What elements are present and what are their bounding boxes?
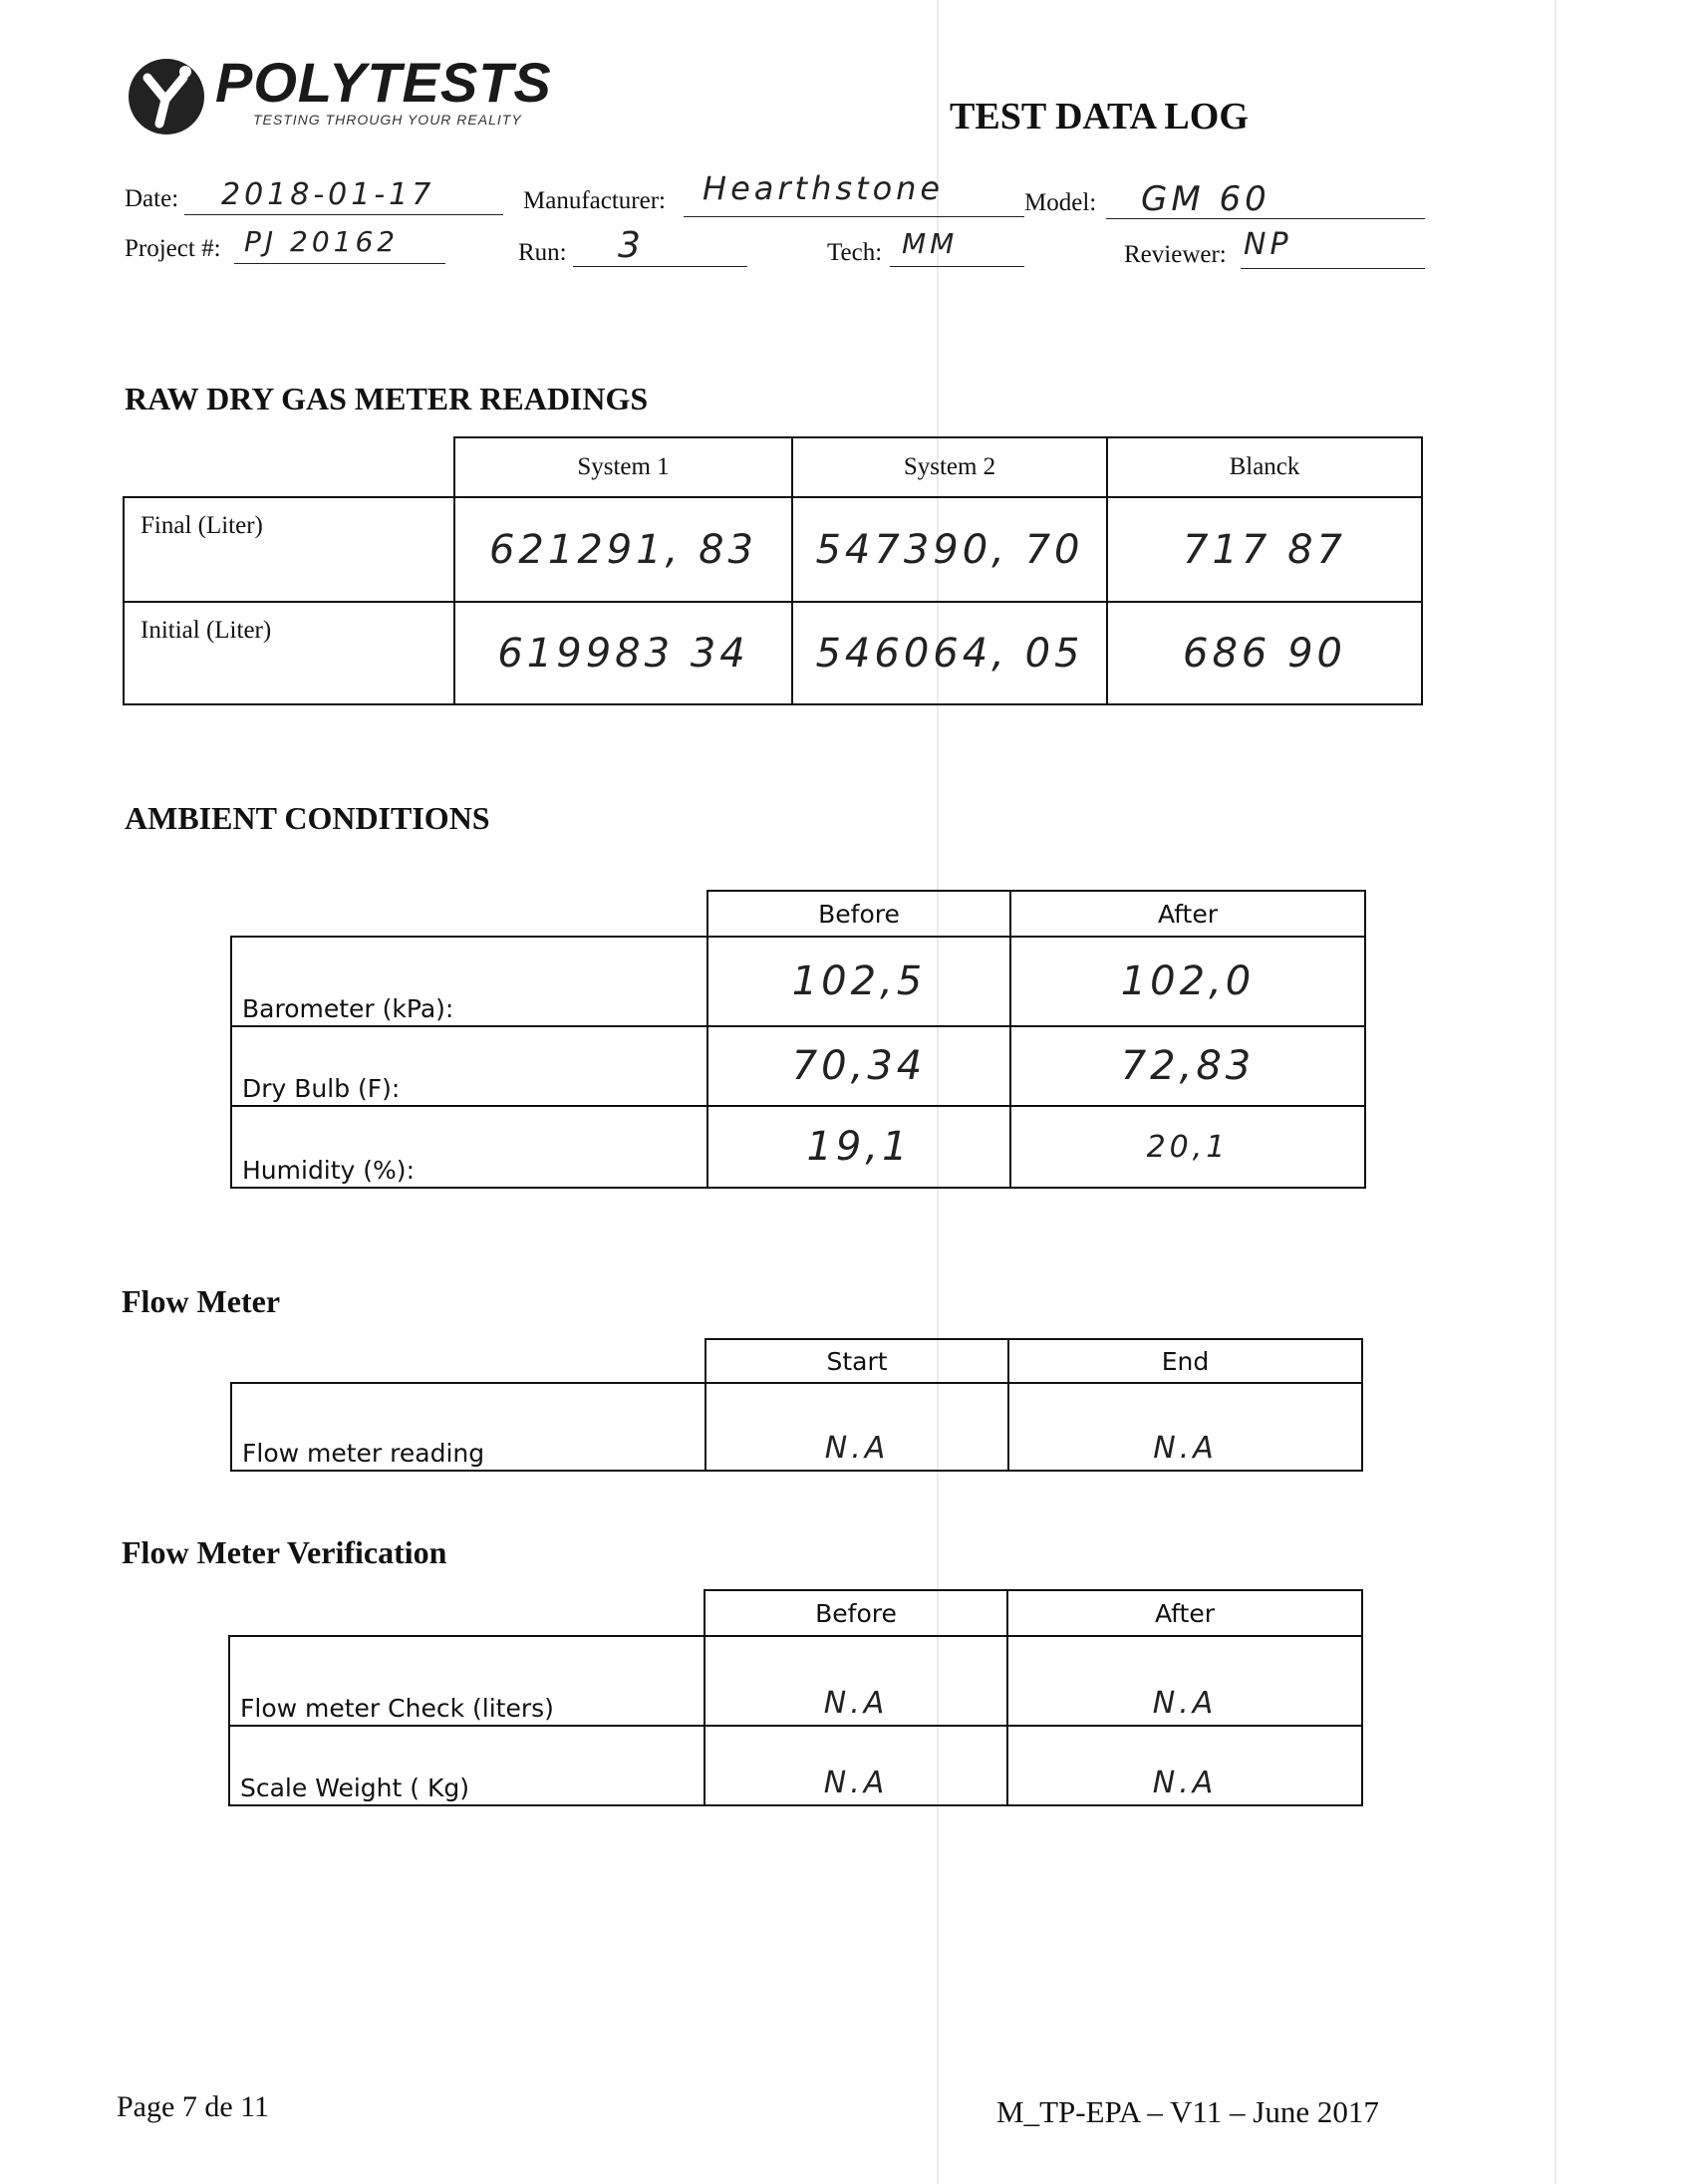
- row-label: Dry Bulb (F):: [231, 1026, 707, 1106]
- model-value: GM 60: [1141, 179, 1270, 219]
- column-header: Start: [705, 1339, 1008, 1383]
- document-id: M_TP-EPA – V11 – June 2017: [996, 2094, 1379, 2129]
- logo-text: POLYTESTS: [215, 51, 552, 114]
- date-underline: [184, 214, 503, 215]
- logo-emblem-icon: [126, 56, 207, 137]
- column-header: End: [1008, 1339, 1362, 1383]
- flow-verification-empty-corner: [229, 1590, 704, 1636]
- ambient-value-cell: 70,34: [707, 1026, 1010, 1106]
- verification-value-cell: N.A: [1007, 1726, 1362, 1805]
- flow-meter-table: [230, 1338, 1363, 1472]
- column-header: Blanck: [1107, 437, 1422, 497]
- raw-meter-empty-corner: [124, 437, 454, 497]
- ambient-empty-corner: [231, 891, 707, 937]
- manufacturer-label: Manufacturer:: [523, 187, 666, 214]
- raw-value-cell: 621291, 83: [454, 497, 792, 602]
- flow-value-cell: N.A: [1008, 1383, 1362, 1471]
- flow-meter-empty-corner: [231, 1339, 705, 1383]
- raw-meter-heading: RAW DRY GAS METER READINGS: [125, 381, 649, 416]
- ambient-heading: AMBIENT CONDITIONS: [125, 800, 490, 836]
- ambient-table: [230, 890, 1366, 1189]
- column-header: Before: [704, 1590, 1007, 1636]
- date-value: 2018-01-17: [221, 177, 435, 212]
- raw-meter-table: [123, 436, 1423, 705]
- flow-verification-heading: Flow Meter Verification: [122, 1534, 447, 1570]
- logo-tagline: TESTING THROUGH YOUR REALITY: [253, 112, 522, 128]
- ambient-value-cell: 20,1: [1010, 1106, 1365, 1188]
- ambient-value-cell: 102,0: [1010, 937, 1365, 1026]
- project-value: PJ 20162: [244, 225, 400, 258]
- row-label: Humidity (%):: [231, 1106, 707, 1188]
- row-label: Initial (Liter): [124, 602, 454, 704]
- polytests-logo: [122, 50, 560, 139]
- column-header: After: [1007, 1590, 1362, 1636]
- tech-underline: [890, 266, 1024, 267]
- verification-value-cell: N.A: [1007, 1636, 1362, 1726]
- raw-value-cell: 546064, 05: [792, 602, 1107, 704]
- ambient-value-cell: 102,5: [707, 937, 1010, 1026]
- row-label: Scale Weight ( Kg): [229, 1726, 704, 1805]
- run-label: Run:: [518, 239, 567, 266]
- verification-value-cell: N.A: [704, 1726, 1007, 1805]
- flow-meter-heading: Flow Meter: [122, 1283, 281, 1319]
- flow-value-cell: N.A: [705, 1383, 1008, 1471]
- raw-value-cell: 547390, 70: [792, 497, 1107, 602]
- manufacturer-underline: [684, 216, 1024, 217]
- verification-value-cell: N.A: [704, 1636, 1007, 1726]
- raw-value-cell: 717 87: [1107, 497, 1422, 602]
- reviewer-value: NP: [1244, 227, 1292, 262]
- run-underline: [573, 266, 747, 267]
- page-title: TEST DATA LOG: [950, 96, 1249, 137]
- row-label: Flow meter Check (liters): [229, 1636, 704, 1726]
- reviewer-label: Reviewer:: [1124, 241, 1227, 268]
- model-label: Model:: [1024, 189, 1097, 216]
- row-label: Flow meter reading: [231, 1383, 705, 1471]
- column-header: After: [1010, 891, 1365, 937]
- reviewer-underline: [1241, 268, 1425, 269]
- column-header: Before: [707, 891, 1010, 937]
- run-value: 3: [618, 225, 645, 266]
- ambient-value-cell: 19,1: [707, 1106, 1010, 1188]
- raw-value-cell: 619983 34: [454, 602, 792, 704]
- tech-value: MM: [902, 227, 959, 260]
- column-header: System 2: [792, 437, 1107, 497]
- project-underline: [234, 263, 445, 264]
- date-label: Date:: [125, 185, 179, 212]
- column-header: System 1: [454, 437, 792, 497]
- page-number: Page 7 de 11: [117, 2090, 270, 2123]
- row-label: Final (Liter): [124, 497, 454, 602]
- manufacturer-value: Hearthstone: [703, 169, 945, 207]
- flow-verification-table: [228, 1589, 1363, 1806]
- raw-value-cell: 686 90: [1107, 602, 1422, 704]
- scan-artifact-line: [1554, 0, 1556, 2184]
- project-label: Project #:: [125, 235, 221, 262]
- tech-label: Tech:: [827, 239, 883, 266]
- row-label: Barometer (kPa):: [231, 937, 707, 1026]
- ambient-value-cell: 72,83: [1010, 1026, 1365, 1106]
